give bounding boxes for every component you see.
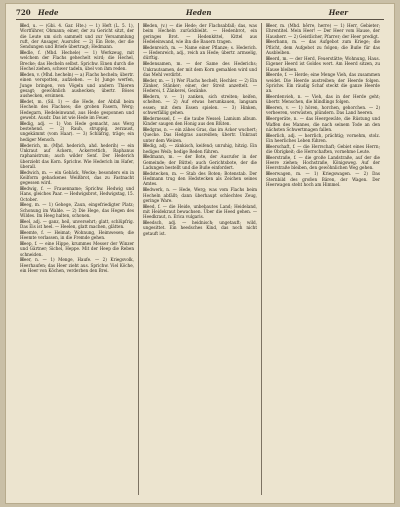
dictionary-entry: Heed, f. — die Heide, unbebautes Land; Heideland, mit Heidekraut bewachsen. Über die Heed gehen. — Heedkraut, n. Erica vulgaris. xyxy=(143,203,257,220)
dictionary-page xyxy=(6,4,394,503)
dictionary-entry: Hedwich, m. — ein Gebäck, Wecke; besonders ein in Keilform gebackenes Weißbrot, das zu Fastnacht gegessen wird. xyxy=(20,169,134,186)
dictionary-entry: Heeg, m. — 1) Gehege, Zaun, eingefriedigter Platz; Schonung im Walde. — 2) Die Hege, das Hegen des Wildes. Im Heeg halten, schonen. xyxy=(20,202,134,219)
dictionary-entry: Hedgras, n. — ein zähes Gras, das im Acker wuchert; Quecke. Das Hedgras ausreißen; übertr. Unkraut unter dem Weizen. xyxy=(143,126,257,143)
dictionary-entry: Heerschaft, f. — die Herrschaft; Gebiet eines Herrn; die Obrigkeit; die Herrschaften, vornehme Leute. xyxy=(266,143,380,155)
dictionary-entry: Hedstecken, m. — Stab des Boten; Botenstab. Der Hedmann trug den Hedstecken als Zeichen seines Amtes. xyxy=(143,170,257,187)
dictionary-entry: Heer, m. (Mhd. hêrre, herre) — 1) Herr, Gebieter; Ehrentitel. Mein Heer! — Der Heer vom Hause, der Hausherr. — 2) Geistlicher, Pfarrer; der Heer predigt. xyxy=(266,23,380,39)
dictionary-entry: Hed, u. — (Gbi. 4. Gar. Hte.) — 1) Heft (L. 5. 1), Wortführer, Obmann; einer, der zu Gericht sitzt, der die Leute um sich sammelt und zur Versammlung ruft, der Ansager, Ausrufer. — 2) Ein Bote, der die Sendungen und Briefe übertragt; Hedmann. xyxy=(20,23,134,50)
right-catchword: Heer xyxy=(328,8,348,17)
dictionary-entry: Hedwig, f. — Frauenname; Sprichw. Hedwig und Hans, gleiches Paar. — Hedwigsbrot, Hedwigstag, 15. October. xyxy=(20,186,134,202)
dictionary-entry: Heeren, v. — 1) hören, horchen, gehorchen. — 2) verheeren, verwüsten, plündern. Das Land heeren. xyxy=(266,105,380,116)
dictionary-entry: Heerde, f. — Herde; eine Menge Vieh, das zusammen weidet. Die Heerde austreiben; der Heerde folgen. Sprichw. Ein räudig Schaf steckt die ganze Heerde an. xyxy=(266,72,380,94)
dictionary-entry: Hedle, f. (Mhd. Hechele) — 1) Werkzeug, mit welchem der Flachs gehechelt wird; die Hechel, Brecke; das Hecheln selbst. Sprichw. Einen durch die Hechel ziehen, schwer tadeln, übel von ihm reden. xyxy=(20,50,134,72)
dictionary-entry: Heden, v. (Mhd. hecheln) — a) Flachs hecheln; übertr. einen verspotten, aufziehen. — b) Junge werfen, Junge bringen, von Vögeln und andern Thieren gesagt; gewöhnlich aushecken; übertr. Böses aushecken, ersinnen. xyxy=(20,71,134,99)
dictionary-entry: Hedmann, m. — der Bote, der Ausrufer in der Gemeinde; der Büttel; auch Gerichtsbote, der die Ladungen bestellt und die Buße einfordert. xyxy=(143,154,257,171)
dictionary-entry: Heep, f. — eine Hippe, krummes Messer der Winzer und Gärtner; Sichel, Heppe. Mit der Heep die Reben schneiden. xyxy=(20,241,134,257)
dictionary-entry: Hedig, adj. — zänkisch, keifend; unruhig, hitzig. Ein hediges Weib; hedige Reden führen. xyxy=(143,143,257,154)
dictionary-entry: Hedernessel, f. — die taube Nessel; Lamium album. Kinder saugen den Honig aus den Blüten. xyxy=(143,115,257,127)
text-columns xyxy=(16,23,384,495)
column-1 xyxy=(16,23,138,495)
dictionary-entry: Heerd, m. — der Herd, Feuerstätte; Wohnung, Haus. Eigener Heerd ist Goldes wert. Am Heerd sitzen, zu Hause bleiben. xyxy=(266,55,380,72)
dictionary-entry: Heden, (v.) — die Hede; der Flachsabfall; das, was beim Hecheln zurückbleibt. — Hedenbrot, ein geringes Brot. — Hedenkittel, Kittel aus Hedeleinwand, wie ihn die Bauern tragen. xyxy=(143,23,257,45)
column-3 xyxy=(261,23,384,495)
dictionary-entry: Heel, adj. — ganz, heil, unversehrt; glatt, schlüpfrig. Das Eis ist heel. — Heelen, glatt machen, glätten. xyxy=(20,218,134,230)
dictionary-entry: Heedsch, adj. — heidnisch; ungetauft; wild, ungesittet. Ein heedsches Kind, das noch nicht getauft ist. xyxy=(143,220,257,236)
column-2 xyxy=(138,23,261,495)
dictionary-entry: Hedern, v. — 1) zanken, sich streiten; keifen, schelten. — 2) Auf etwas herumkauen, langsam essen; mit dem Essen spielen. — 3) Hinken, schwerfällig gehen. xyxy=(143,94,257,116)
dictionary-entry: Hedwerk, n. — Hede, Werg; was vom Flachs beim Hecheln abfällt; dann überhaupt schlechtes Zeug, geringe Ware. xyxy=(143,187,257,203)
dictionary-entry: Heerbann, m. — das Aufgebot zum Kriege; die Pflicht, dem Aufgebot zu folgen; die Buße für das Ausbleiben. xyxy=(266,39,380,56)
mid-catchword: Heden xyxy=(186,8,212,17)
left-catchword: Hede xyxy=(38,8,59,17)
dictionary-entry: Hederich, m. (Mhd. hederich, ahd. hederih) — ein Unkraut auf Äckern, Ackerrettich, Raphanus raphanistrum; auch wilder Senf. Der Hederich überzieht das Korn. Sprichw. Wie Hederich im Hafer, überall. xyxy=(20,142,134,169)
dictionary-entry: Hedet, m. (Sil. 1) — die Hede, der Abfall beim Hecheln des Flachses; die groben Fasern, Werg; Hedegarn, Hedeleinwand, aus Hede gesponnen und gewebt. Ausdr. Das ist wie Hede im Feuer. xyxy=(20,98,134,121)
dictionary-entry: Hedensamen, m. — der Same des Hederichs; Unkrautsamen, der mit dem Korn gemahlen wird und das Mehl verdirbt. xyxy=(143,61,257,77)
dictionary-entry: Heerdenvieh, n. — Vieh, das in der Herde geht; übertr. Menschen, die blindlings folgen. xyxy=(266,94,380,105)
dictionary-entry: Hedenreich, m. — Name einer Pflanze; s. Hederich. — Hedenreich, adj., reich an Hede; übertr. armselig, dürftig. xyxy=(143,44,257,61)
dictionary-entry: Heerlich, adj. — herrlich, prächtig; vornehm, stolz. Ein heerliches Leben führen. xyxy=(266,132,380,143)
dictionary-entry: Heergeräte, n. — das Heergewäte, die Rüstung und Waffen des Mannes, die nach seinem Tode an den nächsten Schwertmagen fallen. xyxy=(266,116,380,132)
dictionary-entry: Heer, n. — 1) Menge, Haufe. — 2) Kriegsvolk, Heerhaufen; das Heer zieht aus. Sprichw. Viel Köche, ein Heer von Köchen, verderben den Brei. xyxy=(20,257,134,274)
header-rule xyxy=(16,19,384,20)
dictionary-entry: Heder, m. — 1) Wer Flachs hechelt, Hechler. — 2) Ein Zänker, Stänker; einer, der Streit anzettelt. — Hederei, f. Zänkerei, Gezänke. xyxy=(143,77,257,94)
dictionary-entry: Heemte, f. — Heimat; Wohnung, Heimwesen; die Heemte verlassen, in die Fremde gehen. xyxy=(20,229,134,241)
page-number: 720 xyxy=(16,8,31,17)
dictionary-entry: Heerwagen, m. — 1) Kriegswagen. — 2) Das Sternbild des großen Bären, der Wagen. Der Heerwagen steht hoch am Himmel. xyxy=(266,171,380,187)
dictionary-entry: Hedig, adj. — 1) Von Hede gemacht, aus Werg bestehend. — 2) Rauh, struppig, zerzaust, ungekämmt (vom Haar). — 3) Schläfrig, träge; ein hediger Mensch. xyxy=(20,120,134,142)
dictionary-entry: Heerstraße, f. — die große Landstraße, auf der die Heere ziehen; Hochstraße, Königsweg. Auf der Heerstraße bleiben, den gewöhnlichen Weg gehen. xyxy=(266,154,380,171)
